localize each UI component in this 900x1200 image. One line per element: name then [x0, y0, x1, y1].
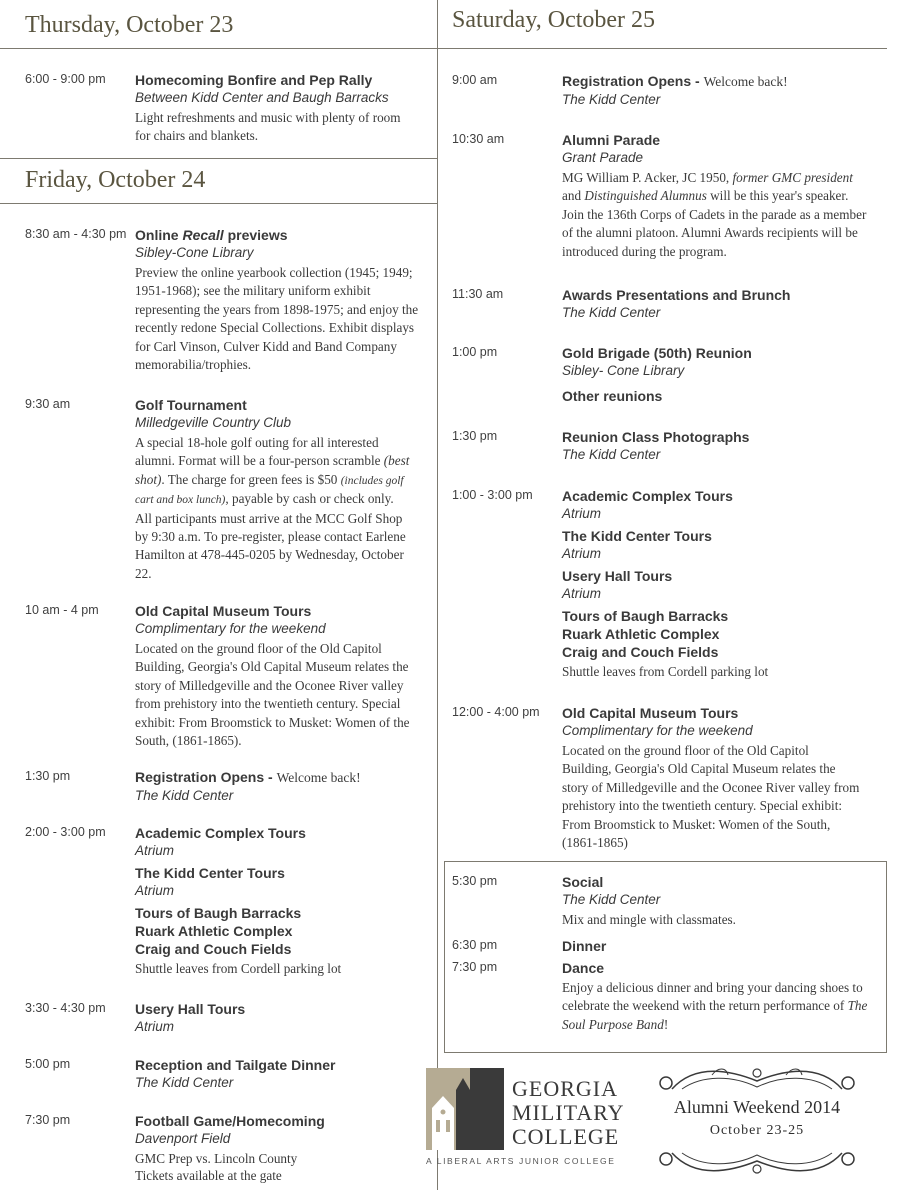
- event-title: Tours of Baugh Barracks: [562, 608, 729, 624]
- event-registration: [562, 72, 852, 109]
- desc-part: . The charge for green fees is $50: [161, 471, 341, 487]
- event-title: Old Capital Museum Tours: [135, 603, 312, 619]
- event-bonfire: [135, 71, 425, 146]
- logo-line-3: COLLEGE: [512, 1124, 620, 1149]
- event-football: [135, 1112, 425, 1184]
- event-time: 10 am - 4 pm: [25, 603, 99, 617]
- friday-heading-rule: [0, 203, 437, 204]
- event-campus-tours: [562, 487, 852, 681]
- event-venue: The Kidd Center: [562, 305, 661, 320]
- event-social: [562, 873, 852, 929]
- event-golf-tournament: [135, 396, 425, 583]
- event-title: [135, 768, 425, 787]
- column-divider: [437, 0, 438, 1190]
- event-description: Preview the online yearbook collection (1945; 1949; 1951-1968); see the military uniform exhibit representing the years from 1898-1975; and enjoy the recently redone Special Collections. Exhibit displays for Carl Vinson, Culver Kidd and Band Company memorabilia/trophies.: [135, 265, 419, 373]
- event-museum-tours: [135, 602, 425, 750]
- event-description: Shuttle leaves from Cordell parking lot: [562, 664, 769, 679]
- event-recall-previews: [135, 226, 425, 374]
- event-description: Shuttle leaves from Cordell parking lot: [135, 961, 342, 976]
- thursday-bottom-rule: [0, 158, 437, 159]
- logo-tagline: A LIBERAL ARTS JUNIOR COLLEGE: [426, 1156, 616, 1166]
- event-museum-tours: [562, 704, 860, 852]
- event-reception: [135, 1056, 425, 1092]
- event-title: Other reunions: [562, 388, 663, 404]
- event-title: Alumni Parade: [562, 132, 661, 148]
- event-time: 9:00 am: [452, 73, 498, 87]
- event-time: 6:00 - 9:00 pm: [25, 72, 106, 86]
- event-title: Ruark Athletic Complex: [135, 923, 293, 939]
- desc-part: MG William P. Acker, JC 1950,: [562, 170, 733, 185]
- logo-line-2: MILITARY: [512, 1100, 625, 1125]
- event-time: 7:30 pm: [452, 960, 498, 974]
- event-venue: Atrium: [135, 843, 175, 858]
- event-description: Light refreshments and music with plenty of room for chairs and blankets.: [135, 110, 401, 144]
- event-venue: Grant Parade: [562, 150, 644, 165]
- event-title-extra: Welcome back!: [276, 770, 361, 785]
- ornament-bottom-icon: [652, 1147, 862, 1179]
- event-venue: Milledgeville Country Club: [135, 415, 292, 430]
- event-title-part: Registration Opens -: [135, 769, 277, 785]
- event-title: Social: [562, 874, 604, 890]
- event-description: [562, 169, 870, 261]
- event-title: Usery Hall Tours: [562, 568, 673, 584]
- event-title: The Kidd Center Tours: [562, 528, 712, 544]
- event-venue: Atrium: [135, 1019, 175, 1034]
- event-campus-tours: [135, 824, 425, 978]
- event-description: GMC Prep vs. Lincoln County: [135, 1151, 298, 1166]
- event-venue: The Kidd Center: [562, 447, 661, 462]
- event-title-part: previews: [223, 227, 288, 243]
- desc-part: A special 18-hole golf outing for all interested alumni. Format will be a four-person scramble: [135, 435, 384, 469]
- event-title: [562, 72, 852, 91]
- event-venue: The Kidd Center: [135, 788, 234, 803]
- event-title: Reunion Class Photographs: [562, 429, 750, 445]
- event-venue: Complimentary for the weekend: [562, 723, 753, 738]
- event-description: Tickets available at the gate: [135, 1168, 282, 1183]
- event-class-photos: [562, 428, 852, 464]
- event-time: 6:30 pm: [452, 938, 498, 952]
- desc-part: Enjoy a delicious dinner and bring your dancing shoes to celebrate the weekend with the return performance of: [562, 980, 863, 1014]
- desc-part: and: [562, 188, 585, 204]
- ornament-top-icon: [652, 1063, 862, 1095]
- event-venue: The Kidd Center: [135, 1075, 234, 1090]
- event-title: Reception and Tailgate Dinner: [135, 1057, 336, 1073]
- event-venue: Atrium: [135, 883, 175, 898]
- event-time: 1:30 pm: [25, 769, 71, 783]
- event-time: 11:30 am: [452, 287, 504, 301]
- event-venue: Complimentary for the weekend: [135, 621, 326, 636]
- event-title-part: Recall: [182, 227, 224, 243]
- event-title: Craig and Couch Fields: [135, 941, 292, 957]
- event-description: Located on the ground floor of the Old Capitol Building, Georgia's Old Capital Museum relates the story of Milledgeville and the Oconee River valley from prehistory into the twentieth century. Special exhibit: From Broomstick to Musket: Women of the South, (1861-1865): [562, 743, 860, 851]
- event-venue: Atrium: [562, 586, 602, 601]
- event-title-part: Online: [135, 227, 183, 243]
- event-time: 5:30 pm: [452, 874, 498, 888]
- event-time: 7:30 pm: [25, 1113, 71, 1127]
- event-title: Usery Hall Tours: [135, 1001, 246, 1017]
- event-time: 1:30 pm: [452, 429, 498, 443]
- event-description: [135, 434, 413, 583]
- event-time: 2:00 - 3:00 pm: [25, 825, 106, 839]
- saturday-heading: Saturday, October 25: [452, 7, 656, 33]
- event-title: Ruark Athletic Complex: [562, 626, 720, 642]
- event-title: Craig and Couch Fields: [562, 644, 719, 660]
- desc-part: will be this year's speaker. Join the 136th Corps of Cadets in the parade as a member of the alumni platoon. Alumni Awards recipients will be introduced during the program.: [562, 188, 867, 259]
- event-venue: Atrium: [562, 546, 602, 561]
- event-title: Dinner: [562, 938, 607, 954]
- desc-part: (best shot): [135, 453, 410, 487]
- thursday-heading: Thursday, October 23: [25, 12, 234, 38]
- event-venue: Davenport Field: [135, 1131, 231, 1146]
- event-alumni-parade: [562, 131, 867, 261]
- desc-part: former GMC president: [732, 170, 853, 185]
- event-title: The Kidd Center Tours: [135, 865, 285, 881]
- event-time: 8:30 am - 4:30 pm: [25, 227, 127, 241]
- event-gold-brigade: [562, 344, 852, 405]
- event-title: Dance: [562, 960, 605, 976]
- event-title: Tours of Baugh Barracks: [135, 905, 302, 921]
- desc-part: , payable by cash or check only. All participants must arrive at the MCC Golf Shop by 9:30 a.m. To pre-register, please contact Earlene Hamilton at 478-445-0205 by Wednesday, October 22.: [135, 491, 406, 581]
- event-time: 5:00 pm: [25, 1057, 71, 1071]
- event-venue: Sibley-Cone Library: [135, 245, 254, 260]
- event-title: Homecoming Bonfire and Pep Rally: [135, 72, 373, 88]
- event-time: 12:00 - 4:00 pm: [452, 705, 540, 719]
- event-title-part: Registration Opens -: [562, 73, 704, 89]
- event-time: 1:00 - 3:00 pm: [452, 488, 533, 502]
- event-title: Academic Complex Tours: [562, 488, 733, 504]
- event-description: [562, 979, 874, 1034]
- event-title: Football Game/Homecoming: [135, 1113, 325, 1129]
- desc-part: !: [663, 1016, 669, 1032]
- logo-line-1: GEORGIA: [512, 1076, 618, 1101]
- badge-title: Alumni Weekend 2014: [673, 1097, 841, 1117]
- event-title: Gold Brigade (50th) Reunion: [562, 345, 752, 361]
- event-dance: [562, 959, 868, 1034]
- event-venue: Atrium: [562, 506, 602, 521]
- alumni-weekend-badge: [652, 1063, 862, 1181]
- event-title: Golf Tournament: [135, 397, 247, 413]
- top-rule: [0, 48, 887, 49]
- event-usery-hall: [135, 1000, 425, 1036]
- desc-part: The Soul Purpose Band: [562, 998, 868, 1032]
- event-venue: The Kidd Center: [562, 892, 661, 907]
- desc-part: Distinguished Alumnus: [584, 188, 707, 204]
- tower-emblem-icon: [426, 1068, 504, 1150]
- event-title: Academic Complex Tours: [135, 825, 306, 841]
- event-registration: [135, 768, 425, 805]
- event-venue: The Kidd Center: [562, 92, 661, 107]
- event-venue: Sibley- Cone Library: [562, 363, 685, 378]
- event-title: Old Capital Museum Tours: [562, 705, 739, 721]
- badge-dates: October 23-25: [709, 1123, 805, 1138]
- event-title: Awards Presentations and Brunch: [562, 287, 791, 303]
- event-time: 9:30 am: [25, 397, 71, 411]
- event-title-extra: Welcome back!: [703, 74, 788, 89]
- event-description: Located on the ground floor of the Old Capitol Building, Georgia's Old Capital Museum relates the story of Milledgeville and the Oconee River valley from prehistory into the twentieth century. Special exhibit: From Broomstick to Musket: Women of the South, (1861-1865).: [135, 641, 410, 749]
- event-awards-brunch: [562, 286, 852, 322]
- spacer: [562, 380, 852, 387]
- gmc-logo: [426, 1068, 626, 1168]
- event-time: 10:30 am: [452, 132, 505, 146]
- desc-part: (includes golf cart and box lunch): [135, 474, 404, 507]
- event-title: [135, 226, 425, 244]
- event-time: 3:30 - 4:30 pm: [25, 1001, 106, 1015]
- event-description: Mix and mingle with classmates.: [562, 912, 736, 927]
- event-dinner: [562, 937, 852, 955]
- event-venue: Between Kidd Center and Baugh Barracks: [135, 90, 389, 105]
- event-time: 1:00 pm: [452, 345, 498, 359]
- friday-heading: Friday, October 24: [25, 167, 206, 193]
